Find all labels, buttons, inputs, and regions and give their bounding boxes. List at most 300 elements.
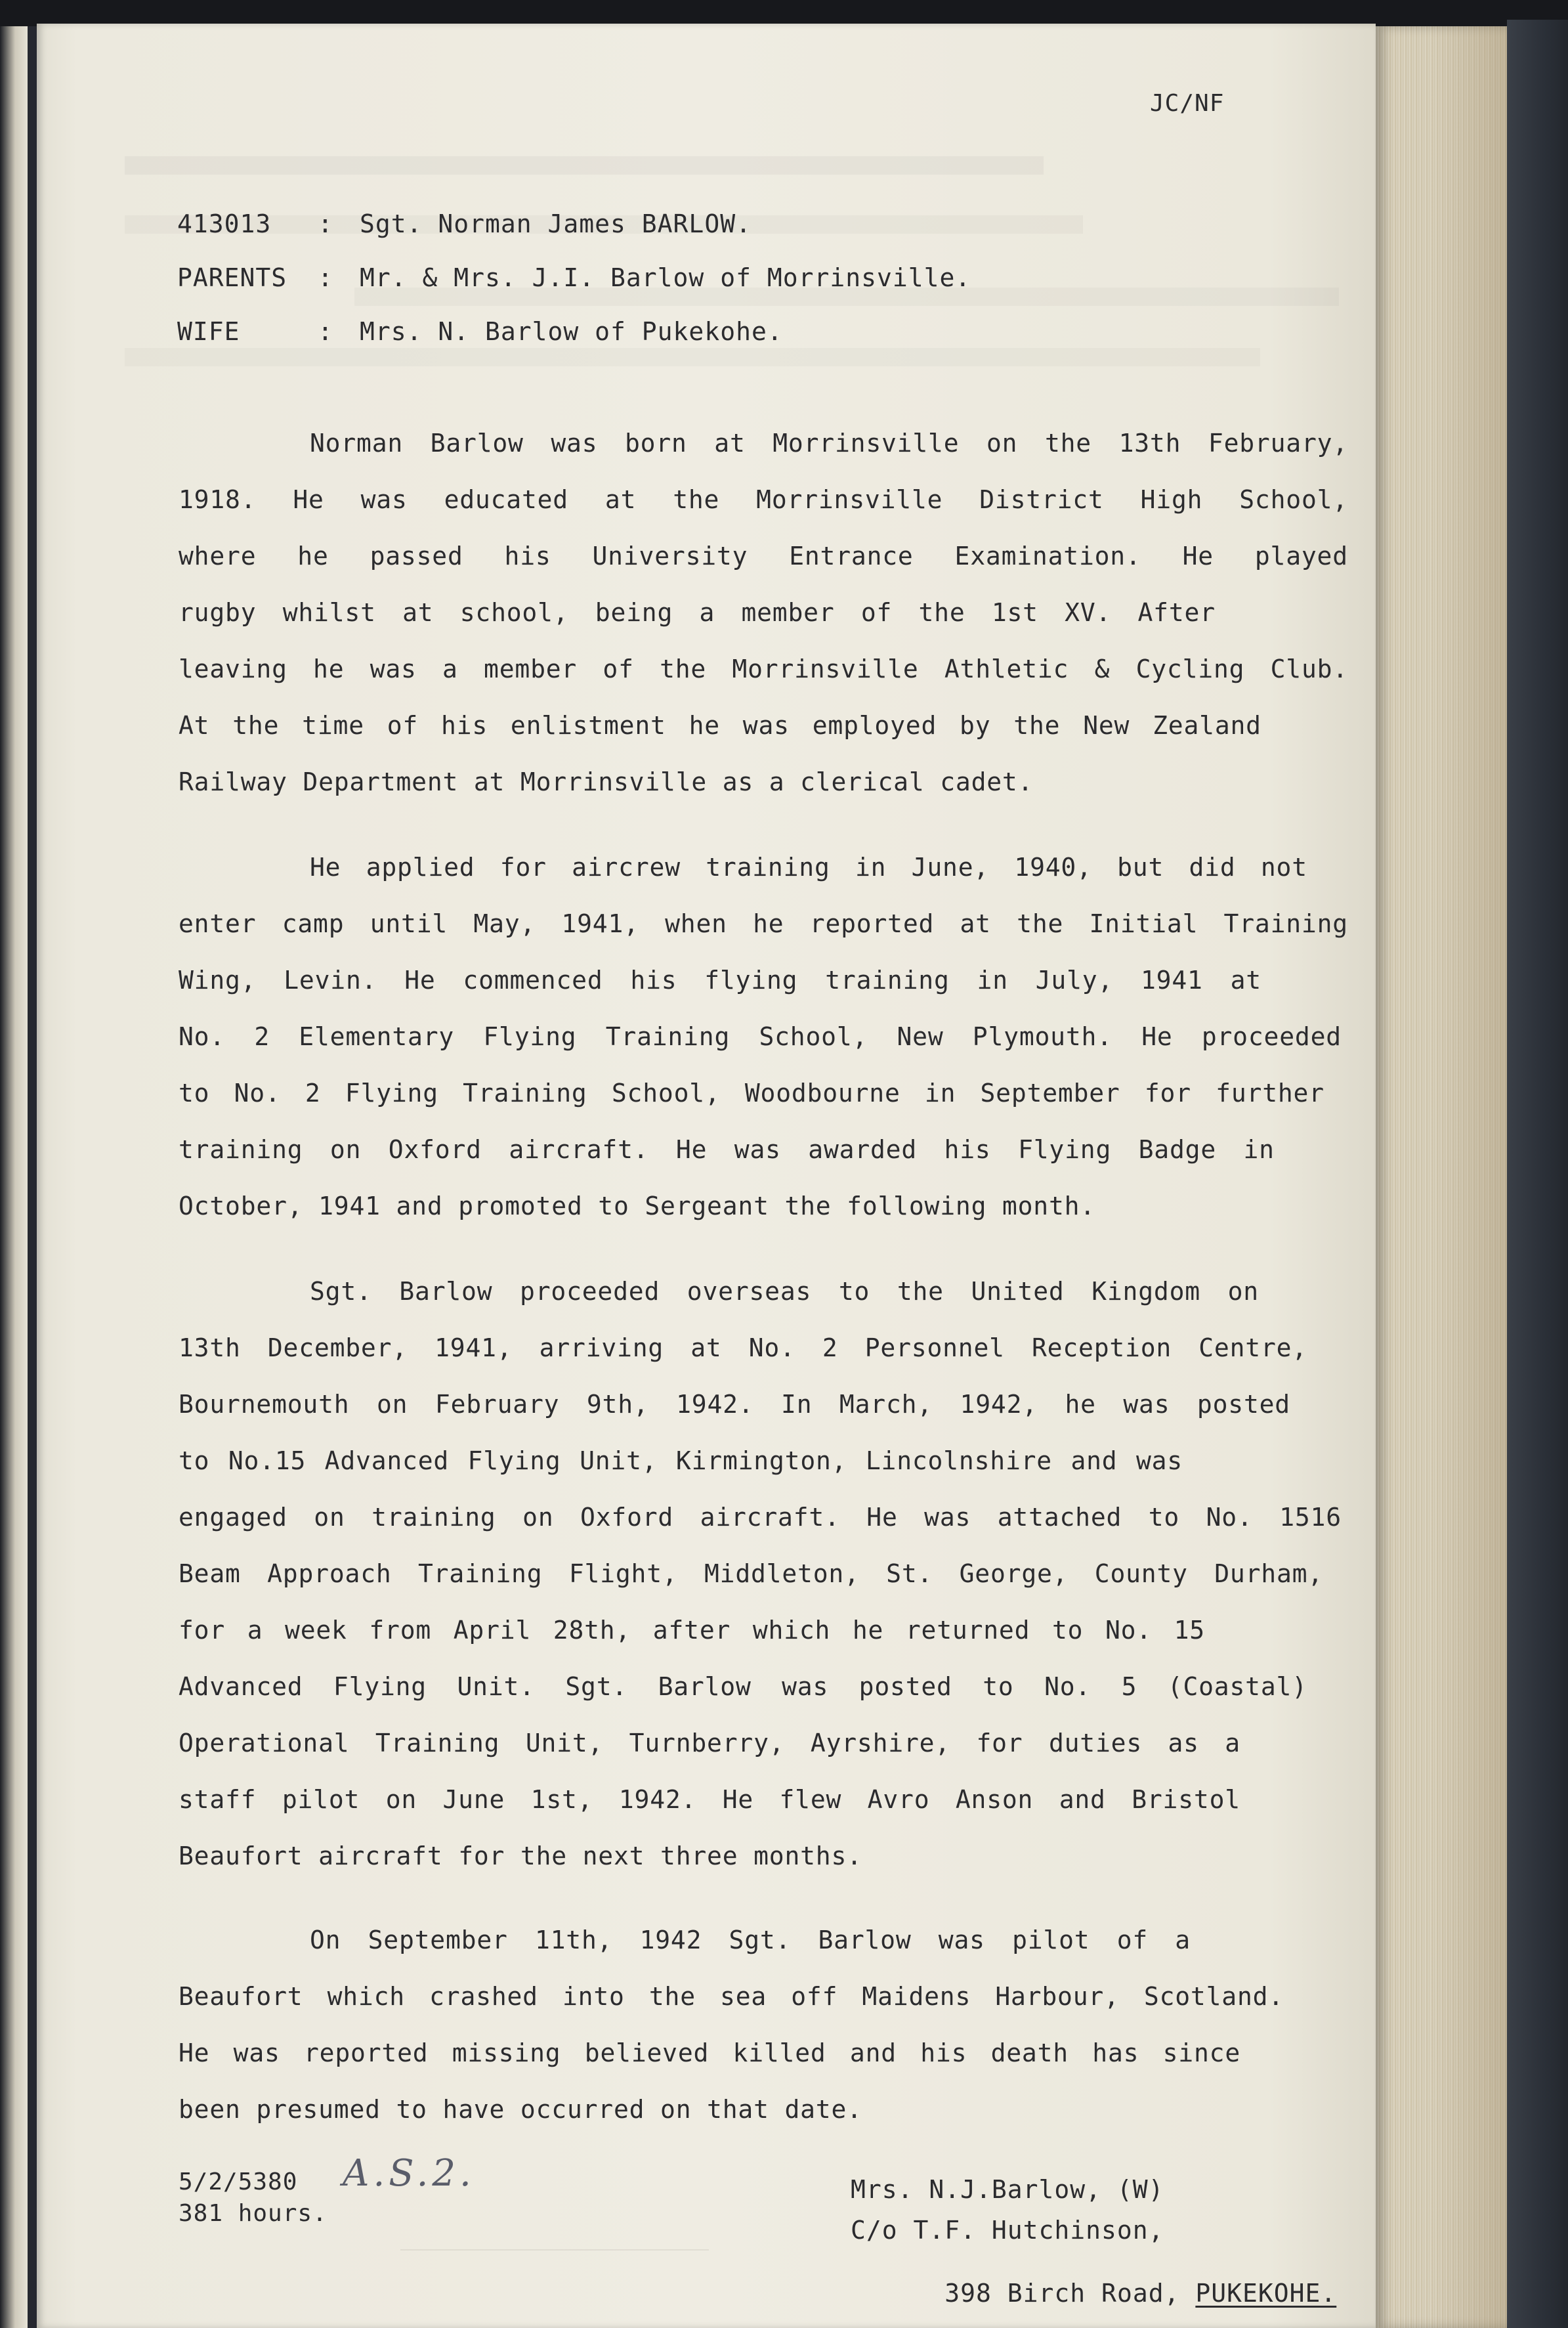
file-reference: 5/2/5380 <box>179 2168 298 2195</box>
word: 1st <box>991 598 1038 627</box>
word: off <box>791 1982 838 2011</box>
word: University <box>592 542 748 571</box>
previous-page-edge <box>0 26 28 2328</box>
word: death <box>990 2038 1069 2067</box>
word: Cycling <box>1135 655 1245 683</box>
word: rugby <box>179 598 257 627</box>
word: District <box>979 485 1104 514</box>
paragraph-line <box>179 544 1348 569</box>
word: of <box>603 655 634 683</box>
word: at <box>1230 966 1261 995</box>
word: Club. <box>1270 655 1348 683</box>
word: born <box>624 429 687 458</box>
word: Turnberry, <box>629 1729 785 1757</box>
word: for <box>976 1729 1023 1757</box>
word: his <box>944 1135 991 1164</box>
word: Unit, <box>580 1446 658 1475</box>
paragraph-line <box>310 1928 1191 1952</box>
word: United <box>971 1277 1065 1306</box>
word: member <box>741 598 835 627</box>
word: when <box>665 909 727 938</box>
word: crashed <box>429 1982 538 2011</box>
word: New <box>1083 711 1130 740</box>
word: Flying <box>1018 1135 1112 1164</box>
paragraph-line <box>179 1137 1275 1162</box>
word: was <box>360 485 408 514</box>
word: was <box>742 711 790 740</box>
word: leaving <box>179 655 287 683</box>
word: to <box>838 1277 870 1306</box>
word: 1942, <box>960 1390 1038 1419</box>
word: 1942. <box>676 1390 754 1419</box>
word: did <box>1189 853 1236 882</box>
word: he <box>297 542 329 571</box>
word: Morrinsville <box>773 429 960 458</box>
word: He <box>404 966 436 995</box>
word: reported <box>304 2038 429 2067</box>
show-through-line <box>125 348 1260 366</box>
word: educated <box>444 485 568 514</box>
paragraph-line <box>310 431 1348 456</box>
word: Lincolnshire <box>865 1446 1052 1475</box>
word: Reception <box>1031 1333 1172 1362</box>
word: Ayrshire, <box>810 1729 950 1757</box>
word: 1941, <box>434 1333 513 1362</box>
word: Barlow <box>430 429 524 458</box>
wife-value: Mrs. N. Barlow of Pukekohe. <box>360 317 783 346</box>
word: of <box>387 711 419 740</box>
word: was <box>938 1926 985 1954</box>
word: 13th <box>179 1333 241 1362</box>
word: for <box>1144 1079 1191 1108</box>
word: in <box>924 1079 956 1108</box>
word: into <box>562 1982 625 2011</box>
paragraph-line <box>179 713 1261 738</box>
word: 1940, <box>1014 853 1092 882</box>
word: He <box>722 1785 754 1814</box>
paragraph-line <box>179 2040 1240 2065</box>
word: Operational <box>179 1729 350 1757</box>
parents-value: Mr. & Mrs. J.I. Barlow of Morrinsville. <box>360 263 971 292</box>
paragraph-line <box>179 1024 1342 1049</box>
paragraph-line <box>179 1335 1307 1360</box>
paragraph-line <box>179 1731 1240 1756</box>
word: and <box>1059 1785 1106 1814</box>
paragraph-line <box>179 1674 1307 1699</box>
word: on <box>1227 1277 1259 1306</box>
word: 2 <box>305 1079 321 1108</box>
word: 2 <box>254 1022 270 1051</box>
word: member <box>484 655 578 683</box>
word: for <box>179 1616 226 1645</box>
word: Barlow <box>818 1926 912 1954</box>
header-colon: : <box>318 317 333 346</box>
header-colon: : <box>318 209 333 238</box>
word: until <box>370 909 448 938</box>
word: February <box>434 1390 560 1419</box>
word: September <box>980 1079 1120 1108</box>
word: whilst <box>282 598 376 627</box>
address-line-street <box>851 2256 1336 2328</box>
word: June, <box>911 853 990 882</box>
word: 28th, <box>553 1616 631 1645</box>
word: engaged <box>179 1503 287 1532</box>
word: the <box>673 485 720 514</box>
paragraph-line <box>179 487 1348 512</box>
paragraph-line: been presumed to have occurred on that date. <box>179 2095 862 2124</box>
word: killed <box>732 2038 826 2067</box>
word: has <box>1092 2038 1139 2067</box>
word: overseas <box>687 1277 812 1306</box>
word: the <box>897 1277 944 1306</box>
word: Maidens <box>862 1982 971 2011</box>
paragraph-line <box>179 1081 1324 1106</box>
word: camp <box>282 909 345 938</box>
word: County <box>1094 1559 1188 1588</box>
word: Advanced <box>179 1672 303 1701</box>
word: 15 <box>1174 1616 1205 1645</box>
header-colon: : <box>318 263 333 292</box>
wife-label: WIFE <box>177 317 240 346</box>
paragraph-line <box>179 657 1348 681</box>
word: on <box>329 1135 362 1164</box>
word: pilot <box>1012 1926 1090 1954</box>
paragraph-line <box>179 911 1348 936</box>
word: he <box>689 711 720 740</box>
word: In <box>781 1390 813 1419</box>
word: Training <box>375 1729 500 1757</box>
word: Flight, <box>568 1559 678 1588</box>
word: He <box>179 2038 210 2067</box>
word: Oxford <box>580 1503 674 1532</box>
word: the <box>660 655 707 683</box>
word: Durham, <box>1214 1559 1323 1588</box>
word: July, <box>1035 966 1114 995</box>
service-number: 413013 <box>177 209 272 238</box>
word: Approach <box>267 1559 392 1588</box>
word: Harbour, <box>995 1982 1120 2011</box>
word: Oxford <box>388 1135 482 1164</box>
word: Entrance <box>789 542 914 571</box>
word: Bournemouth <box>179 1390 350 1419</box>
word: No. <box>1044 1672 1091 1701</box>
word: Bristol <box>1132 1785 1240 1814</box>
word: he <box>1065 1390 1096 1419</box>
word: aircraft. <box>509 1135 649 1164</box>
word: was <box>782 1672 829 1701</box>
word: Woodbourne <box>744 1079 901 1108</box>
address-street: 398 Birch Road, <box>944 2279 1180 2308</box>
word: the <box>232 711 280 740</box>
word: Unit. <box>457 1672 535 1701</box>
word: He <box>866 1503 898 1532</box>
word: 1942. <box>618 1785 697 1814</box>
word: week <box>285 1616 347 1645</box>
word: Personnel <box>864 1333 1005 1362</box>
word: his <box>440 711 488 740</box>
word: time <box>302 711 364 740</box>
word: School, <box>1239 485 1348 514</box>
paragraph-line: October, 1941 and promoted to Sergeant the following month. <box>179 1192 1095 1220</box>
paragraph-line <box>179 1392 1290 1417</box>
word: to <box>1148 1503 1180 1532</box>
show-through-line <box>125 156 1044 175</box>
address-line: C/o T.F. Hutchinson, <box>851 2216 1164 2245</box>
word: After <box>1137 598 1216 627</box>
word: was <box>924 1503 971 1532</box>
word: on <box>522 1503 554 1532</box>
word: by <box>960 711 991 740</box>
word: December, <box>267 1333 408 1362</box>
word: to <box>179 1079 210 1108</box>
address-town: PUKEKOHE. <box>1195 2279 1337 2308</box>
word: the <box>1044 429 1091 458</box>
word: Zealand <box>1153 711 1261 740</box>
word: a <box>699 598 715 627</box>
word: reported <box>809 909 935 938</box>
paragraph-line <box>179 1618 1205 1643</box>
word: flying <box>704 966 798 995</box>
word: attached <box>997 1503 1122 1532</box>
word: No. <box>1206 1503 1253 1532</box>
word: awarded <box>808 1135 918 1164</box>
word: Sgt. <box>565 1672 628 1701</box>
word: aircrew <box>572 853 681 882</box>
word: at <box>604 485 637 514</box>
word: He <box>675 1135 708 1164</box>
word: Barlow <box>399 1277 493 1306</box>
word: Morrinsville <box>732 655 919 683</box>
word: commenced <box>463 966 603 995</box>
word: applied <box>366 853 475 882</box>
word: in <box>1243 1135 1275 1164</box>
word: in <box>977 966 1008 995</box>
word: employed <box>812 711 937 740</box>
word: April <box>453 1616 532 1645</box>
word: a <box>442 655 458 683</box>
word: & <box>1094 655 1111 683</box>
word: on <box>385 1785 417 1814</box>
word: from <box>369 1616 432 1645</box>
word: 11th, <box>534 1926 613 1954</box>
word: March, <box>839 1390 933 1419</box>
word: September <box>368 1926 508 1954</box>
parents-label: PARENTS <box>177 263 287 292</box>
word: Middleton, <box>704 1559 860 1588</box>
word: for <box>499 853 547 882</box>
word: Morrinsville <box>756 485 943 514</box>
word: proceeded <box>1201 1022 1342 1051</box>
word: XV. <box>1065 598 1112 627</box>
word: his <box>630 966 677 995</box>
word: enter <box>179 909 257 938</box>
word: School, <box>759 1022 868 1051</box>
word: George, <box>959 1559 1069 1588</box>
word: of <box>860 598 893 627</box>
word: passed <box>370 542 463 571</box>
word: duties <box>1048 1729 1143 1757</box>
word: to <box>983 1672 1014 1701</box>
word: Kirmington, <box>675 1446 847 1475</box>
word: since <box>1162 2038 1240 2067</box>
word: a <box>1225 1729 1240 1757</box>
word: the <box>1017 909 1064 938</box>
word: 5 <box>1121 1672 1137 1701</box>
word: 2 <box>822 1333 838 1362</box>
word: He <box>1182 542 1214 571</box>
word: proceeded <box>520 1277 660 1306</box>
word: aircraft. <box>700 1503 840 1532</box>
word: where <box>179 542 257 571</box>
word: Wing, <box>179 966 257 995</box>
word: 9th, <box>586 1390 649 1419</box>
word: he <box>313 655 345 683</box>
word: his <box>504 542 551 571</box>
word: school, <box>459 598 569 627</box>
word: He <box>310 853 341 882</box>
word: training <box>706 853 830 882</box>
word: was <box>551 429 598 458</box>
word: posted <box>858 1672 952 1701</box>
word: Plymouth. <box>972 1022 1112 1051</box>
word: On <box>310 1926 341 1954</box>
paragraph-line: Railway Department at Morrinsville as a clerical cadet. <box>179 767 1034 796</box>
word: No. <box>179 1022 226 1051</box>
word: Flying <box>345 1079 438 1108</box>
book-cover-edge <box>1507 20 1568 2328</box>
paragraph-line <box>179 1448 1183 1473</box>
word: was <box>1123 1390 1170 1419</box>
paragraph-line: Beaufort aircraft for the next three months. <box>179 1842 862 1870</box>
word: training <box>371 1503 496 1532</box>
word: 1918. <box>179 485 257 514</box>
word: was <box>734 1135 781 1164</box>
word: He <box>293 485 324 514</box>
word: Flying <box>483 1022 577 1051</box>
word: Levin. <box>284 966 377 995</box>
word: at <box>960 909 991 938</box>
paragraph-line <box>310 855 1307 880</box>
reference-code: JC/NF <box>1150 90 1225 117</box>
word: Badge <box>1138 1135 1217 1164</box>
word: Beaufort <box>179 1982 303 2011</box>
word: No. <box>234 1079 281 1108</box>
word: and <box>849 2038 897 2067</box>
word: Examination. <box>954 542 1141 571</box>
word: his <box>920 2038 967 2067</box>
word: Scotland. <box>1143 1982 1284 2011</box>
word: Anson <box>955 1785 1034 1814</box>
word: and <box>1070 1446 1118 1475</box>
word: 1941, <box>561 909 639 938</box>
word: 13th <box>1118 429 1181 458</box>
word: staff <box>179 1785 257 1814</box>
word: posted <box>1197 1390 1290 1419</box>
word: the <box>1013 711 1061 740</box>
word: was <box>233 2038 280 2067</box>
word: training <box>825 966 950 995</box>
word: which <box>327 1982 405 2011</box>
word: on <box>314 1503 345 1532</box>
word: 1942 <box>639 1926 702 1954</box>
word: arriving <box>539 1333 664 1362</box>
address-line: Mrs. N.J.Barlow, (W) <box>851 2175 1164 2204</box>
word: St. <box>886 1559 933 1588</box>
word: Sgt. <box>729 1926 792 1954</box>
word: as <box>1168 1729 1199 1757</box>
paragraph-line <box>179 1984 1284 2009</box>
word: Flying <box>467 1446 561 1475</box>
word: further <box>1216 1079 1324 1108</box>
handwritten-annotation: A.S.2. <box>343 2152 475 2195</box>
word: Norman <box>310 429 404 458</box>
word: a <box>1175 1926 1191 1954</box>
paragraph-line <box>179 1505 1342 1530</box>
word: the <box>648 1982 696 2011</box>
word: was <box>370 655 417 683</box>
word: on <box>986 429 1018 458</box>
word: (Coastal) <box>1167 1672 1307 1701</box>
word: at <box>402 598 434 627</box>
word: February, <box>1208 429 1348 458</box>
word: Avro <box>867 1785 930 1814</box>
word: 1941 <box>1140 966 1203 995</box>
faint-stamp-mark <box>400 2227 709 2251</box>
word: Sgt. <box>310 1277 372 1306</box>
word: which <box>752 1616 831 1645</box>
word: a <box>247 1616 263 1645</box>
word: the <box>918 598 965 627</box>
word: At <box>179 711 210 740</box>
word: he <box>852 1616 884 1645</box>
paragraph-line <box>179 968 1261 993</box>
word: May, <box>473 909 536 938</box>
word: being <box>595 598 673 627</box>
word: New <box>897 1022 944 1051</box>
word: 1st, <box>530 1785 593 1814</box>
paragraph-line <box>310 1279 1259 1304</box>
paragraph-line <box>179 1561 1323 1586</box>
word: believed <box>584 2038 710 2067</box>
service-member-name: Sgt. Norman James BARLOW. <box>360 209 752 238</box>
word: not <box>1260 853 1307 882</box>
word: at <box>714 429 746 458</box>
word: he <box>753 909 784 938</box>
word: Training <box>1223 909 1348 938</box>
word: pilot <box>282 1785 360 1814</box>
flying-hours: 381 hours. <box>179 2200 328 2227</box>
word: School, <box>611 1079 721 1108</box>
scan-background-top <box>0 0 1568 26</box>
word: Athletic <box>944 655 1069 683</box>
word: Training <box>417 1559 543 1588</box>
word: played <box>1254 542 1348 571</box>
word: No. <box>1105 1616 1152 1645</box>
word: after <box>652 1616 731 1645</box>
word: of <box>1116 1926 1149 1954</box>
word: sea <box>720 1982 767 2011</box>
word: flew <box>779 1785 842 1814</box>
word: He <box>1141 1022 1173 1051</box>
word: but <box>1117 853 1164 882</box>
word: returned <box>905 1616 1030 1645</box>
word: Kingdom <box>1091 1277 1200 1306</box>
word: Elementary <box>299 1022 455 1051</box>
word: June <box>442 1785 505 1814</box>
word: Training <box>463 1079 587 1108</box>
book-page-edges-shade <box>1431 26 1507 2328</box>
word: to <box>1051 1616 1084 1645</box>
